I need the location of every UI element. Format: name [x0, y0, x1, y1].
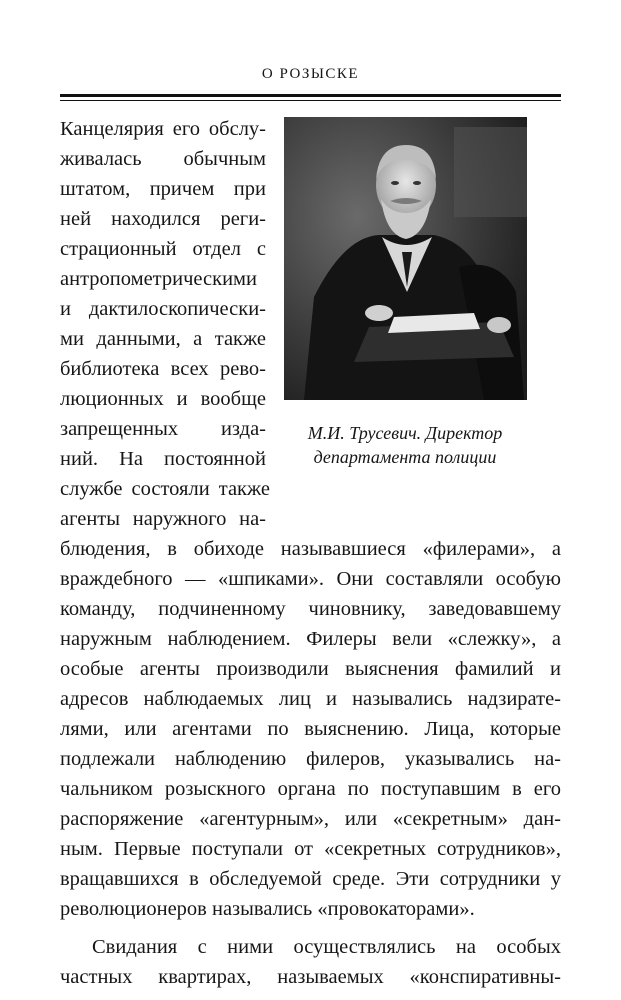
photo-caption-line-1: М.И. Трусевич. Директор: [307, 423, 503, 443]
photo-caption-line-2: департамента полиции: [313, 447, 497, 467]
text-line: штатом, причем при: [60, 178, 266, 200]
text-line: службе состояли также: [60, 478, 270, 500]
text-line: революционеров назывались «провокаторами».: [60, 898, 475, 920]
text-line: живалась обычным: [60, 148, 266, 170]
text-line: ний. На постоянной: [60, 448, 266, 470]
text-line: особые агенты производили выяснения фамилий и: [60, 658, 561, 680]
header-rule-thin: [60, 100, 561, 101]
text-line: лями, или агентами по выяснению. Лица, которые: [60, 718, 561, 740]
text-line: Свидания с ними осуществлялись на особых: [92, 936, 561, 958]
text-line: ми данными, а также: [60, 328, 266, 350]
text-line: чальником розыскного органа по поступавшим в его: [60, 778, 561, 800]
text-line: люционных и вообще: [60, 388, 266, 410]
text-line: ней находился реги-: [60, 208, 266, 230]
text-line: наружным наблюдением. Филеры вели «слежку», а: [60, 628, 561, 650]
text-line: враждебного — «шпиками». Они составляли особую: [60, 568, 561, 590]
text-line: блюдения, в обиходе называвшиеся «филерами», а: [60, 538, 561, 560]
running-head: О РОЗЫСКЕ: [261, 66, 360, 82]
portrait-photo: [284, 117, 527, 400]
text-line: подлежали наблюдению филеров, указывались на-: [60, 748, 561, 770]
text-line: агенты наружного на-: [60, 508, 266, 530]
text-line: и дактилоскопически-: [60, 298, 266, 320]
text-line: ным. Первые поступали от «секретных сотрудников»,: [60, 838, 561, 860]
text-line: антропометрическими: [60, 268, 258, 290]
text-line: Канцелярия его обслу-: [60, 118, 266, 140]
text-line: команду, подчиненному чиновнику, заведовавшему: [60, 598, 561, 620]
text-line: запрещенных изда-: [60, 418, 266, 440]
header-rule-thick: [60, 94, 561, 97]
text-line: частных квартирах, называемых «конспиративны-: [60, 966, 561, 988]
text-line: адресов наблюдаемых лиц и назывались надзирате-: [60, 688, 561, 710]
text-line: вращавшихся в обследуемой среде. Эти сотрудники у: [60, 868, 561, 890]
text-line: распоряжение «агентурным», или «секретным» дан-: [60, 808, 561, 830]
text-line: страционный отдел с: [60, 238, 266, 260]
text-line: библиотека всех рево-: [60, 358, 266, 380]
